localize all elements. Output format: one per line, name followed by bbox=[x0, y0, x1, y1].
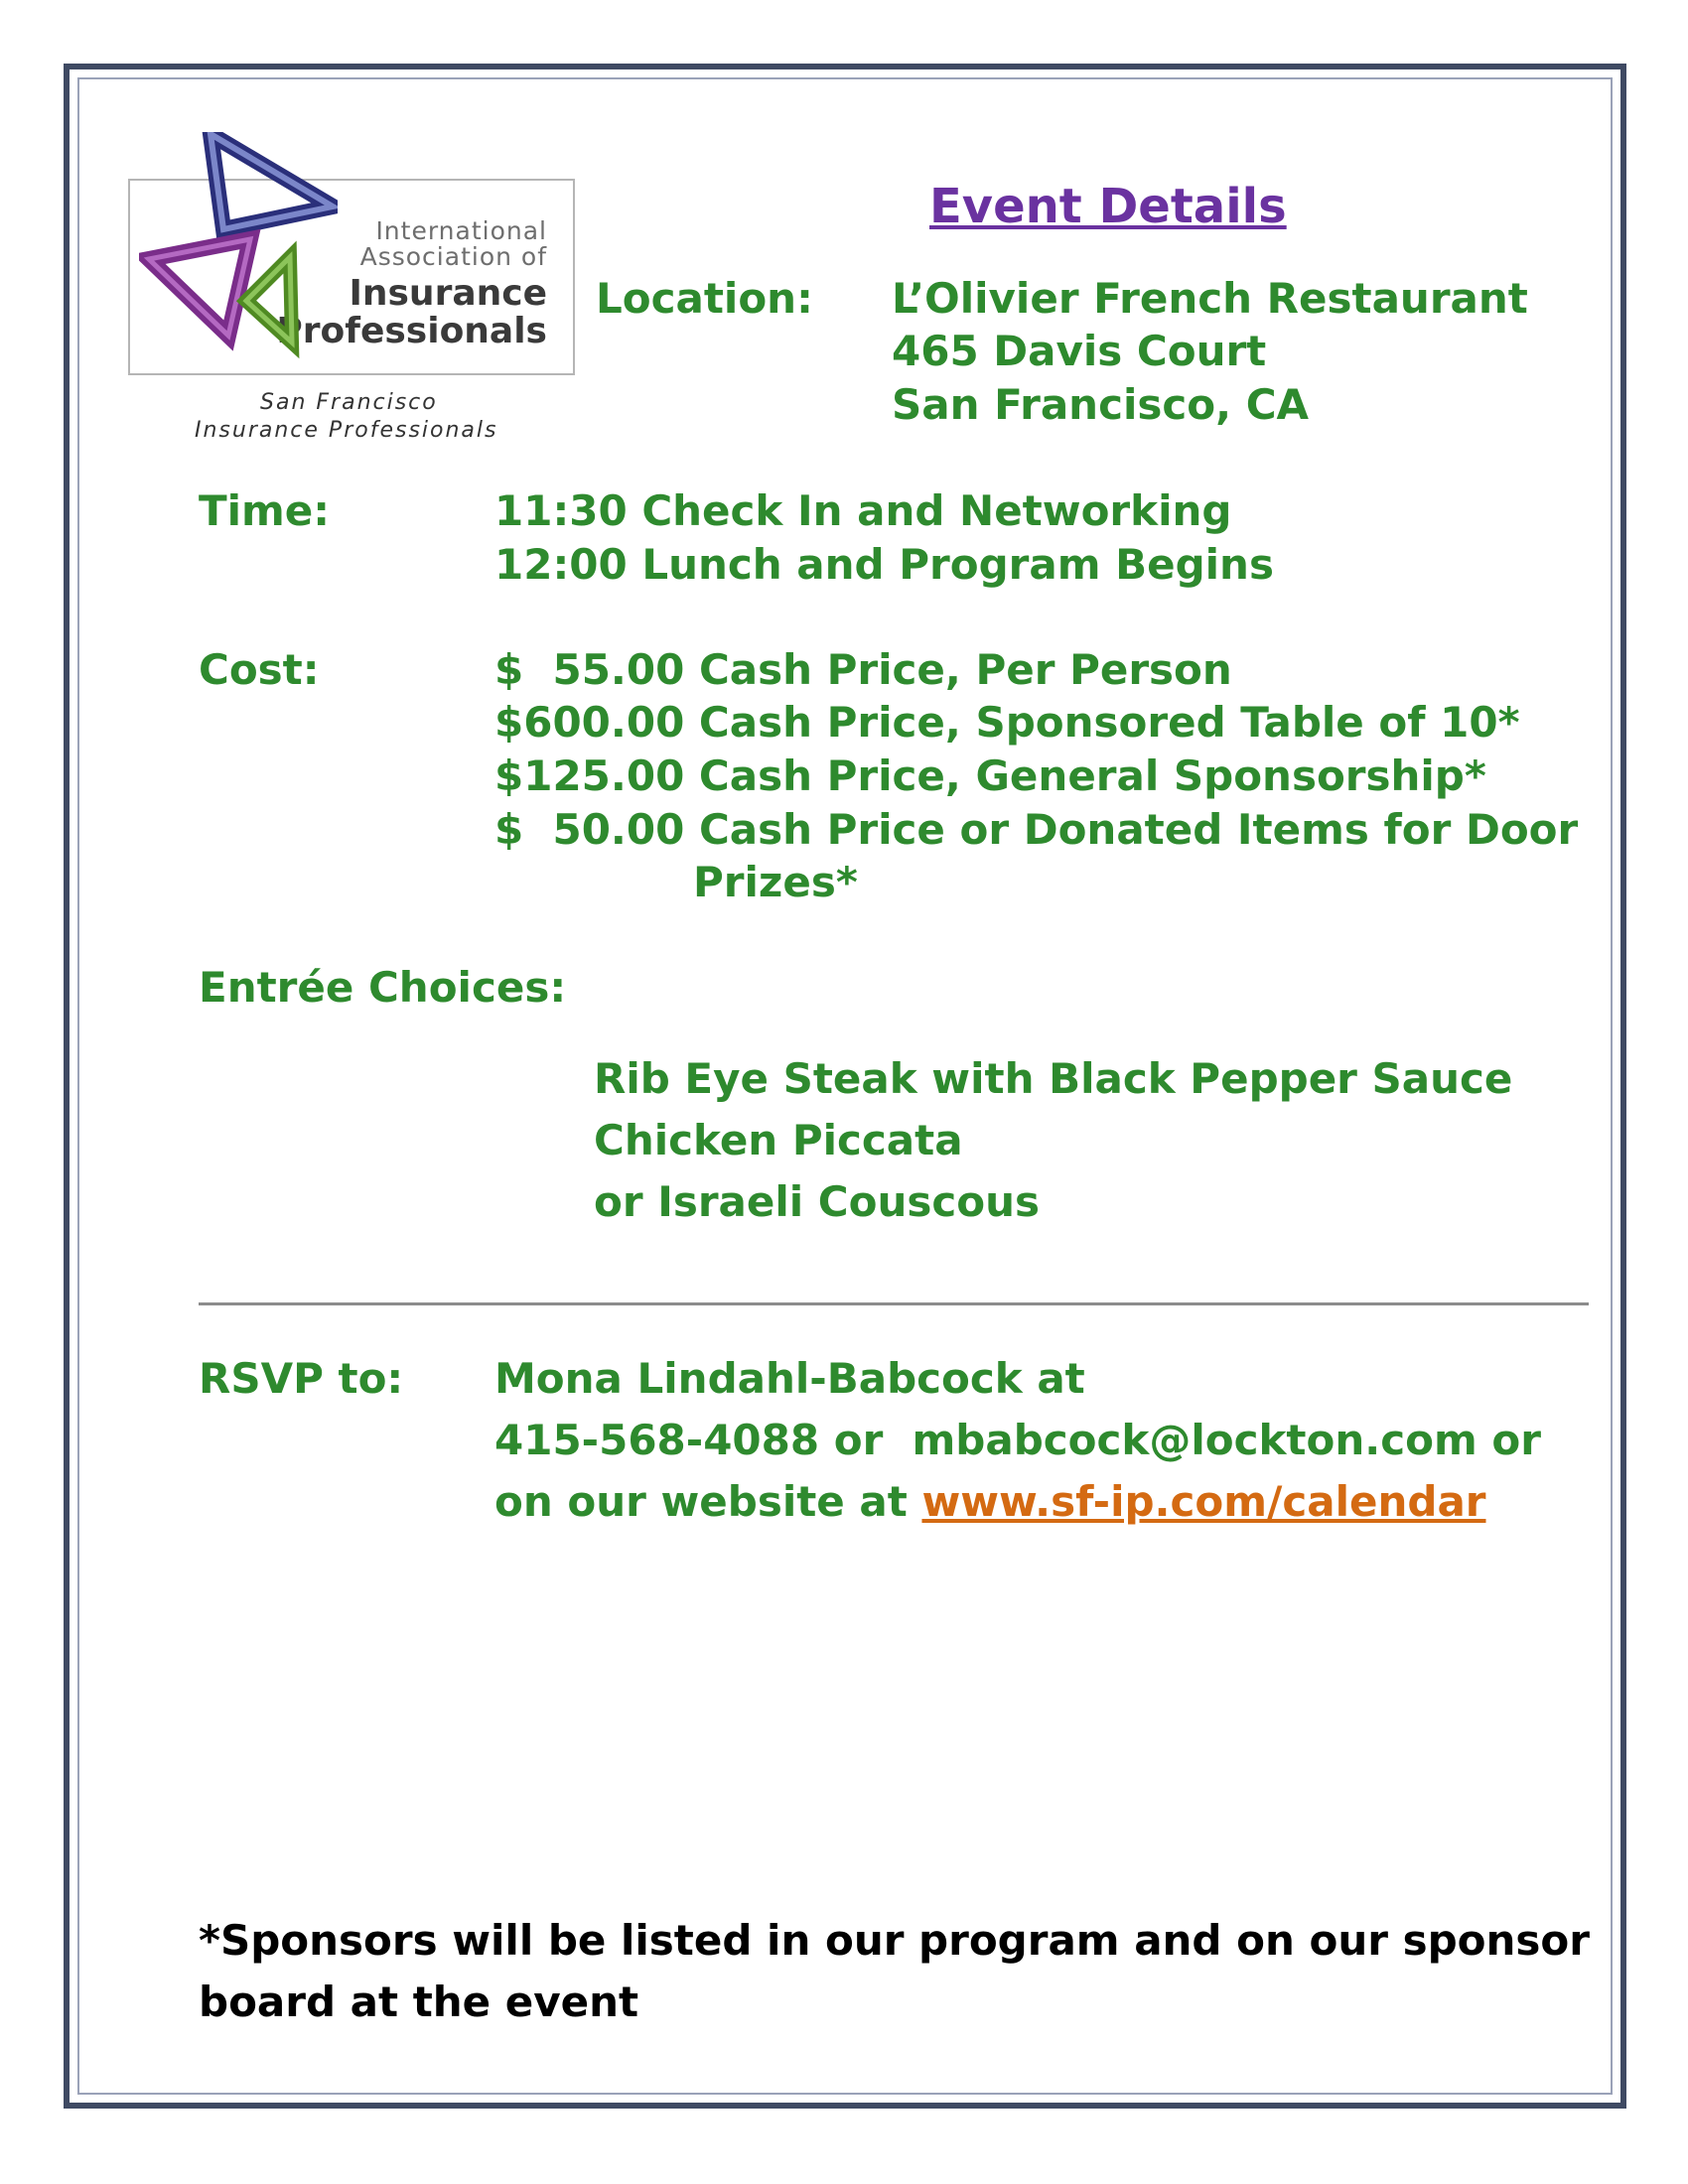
rsvp-label: RSVP to: bbox=[199, 1354, 404, 1403]
logo-text-insurance: Insurance bbox=[349, 273, 547, 314]
cost-line-4: $ 50.00 Cash Price or Donated Items for Door bbox=[494, 805, 1579, 854]
footnote-line-2: board at the event bbox=[199, 1978, 639, 2026]
location-line-1: L’Olivier French Restaurant bbox=[892, 274, 1528, 323]
entree-label: Entrée Choices: bbox=[199, 963, 567, 1012]
entree-item: Chicken Piccata bbox=[594, 1116, 963, 1164]
rsvp-contact: Mona Lindahl-Babcock at bbox=[494, 1354, 1085, 1403]
logo-subtitle-org: Insurance Professionals bbox=[195, 418, 498, 443]
cost-line-5: Prizes* bbox=[693, 858, 858, 906]
page-title: Event Details bbox=[929, 179, 1287, 234]
logo-subtitle-city: San Francisco bbox=[260, 390, 438, 415]
rsvp-website-prefix: on our website at bbox=[494, 1477, 922, 1526]
location-line-3: San Francisco, CA bbox=[892, 380, 1310, 429]
logo-text-international: International bbox=[375, 216, 547, 245]
location-label: Location: bbox=[596, 274, 813, 323]
cost-line-2: $600.00 Cash Price, Sponsored Table of 10* bbox=[494, 698, 1520, 747]
time-label: Time: bbox=[199, 486, 331, 535]
logo-text-professionals: Professionals bbox=[276, 311, 547, 351]
cost-line-3: $125.00 Cash Price, General Sponsorship* bbox=[494, 751, 1486, 800]
divider bbox=[199, 1302, 1589, 1305]
entree-item: Rib Eye Steak with Black Pepper Sauce bbox=[594, 1054, 1513, 1103]
time-line-1: 11:30 Check In and Networking bbox=[494, 486, 1232, 535]
location-line-2: 465 Davis Court bbox=[892, 327, 1267, 375]
logo-text-association: Association of bbox=[359, 242, 547, 271]
cost-label: Cost: bbox=[199, 645, 320, 694]
time-line-2: 12:00 Lunch and Program Begins bbox=[494, 540, 1274, 589]
rsvp-phone-email: 415-568-4088 or mbabcock@lockton.com or bbox=[494, 1416, 1541, 1464]
entree-item: or Israeli Couscous bbox=[594, 1177, 1040, 1226]
cost-line-1: $ 55.00 Cash Price, Per Person bbox=[494, 645, 1232, 694]
footnote-line-1: *Sponsors will be listed in our program and on our sponsor bbox=[199, 1916, 1590, 1965]
rsvp-website-line bbox=[494, 1475, 1486, 1529]
triangles-logo-icon bbox=[139, 132, 338, 360]
calendar-link[interactable]: www.sf-ip.com/calendar bbox=[921, 1477, 1486, 1526]
